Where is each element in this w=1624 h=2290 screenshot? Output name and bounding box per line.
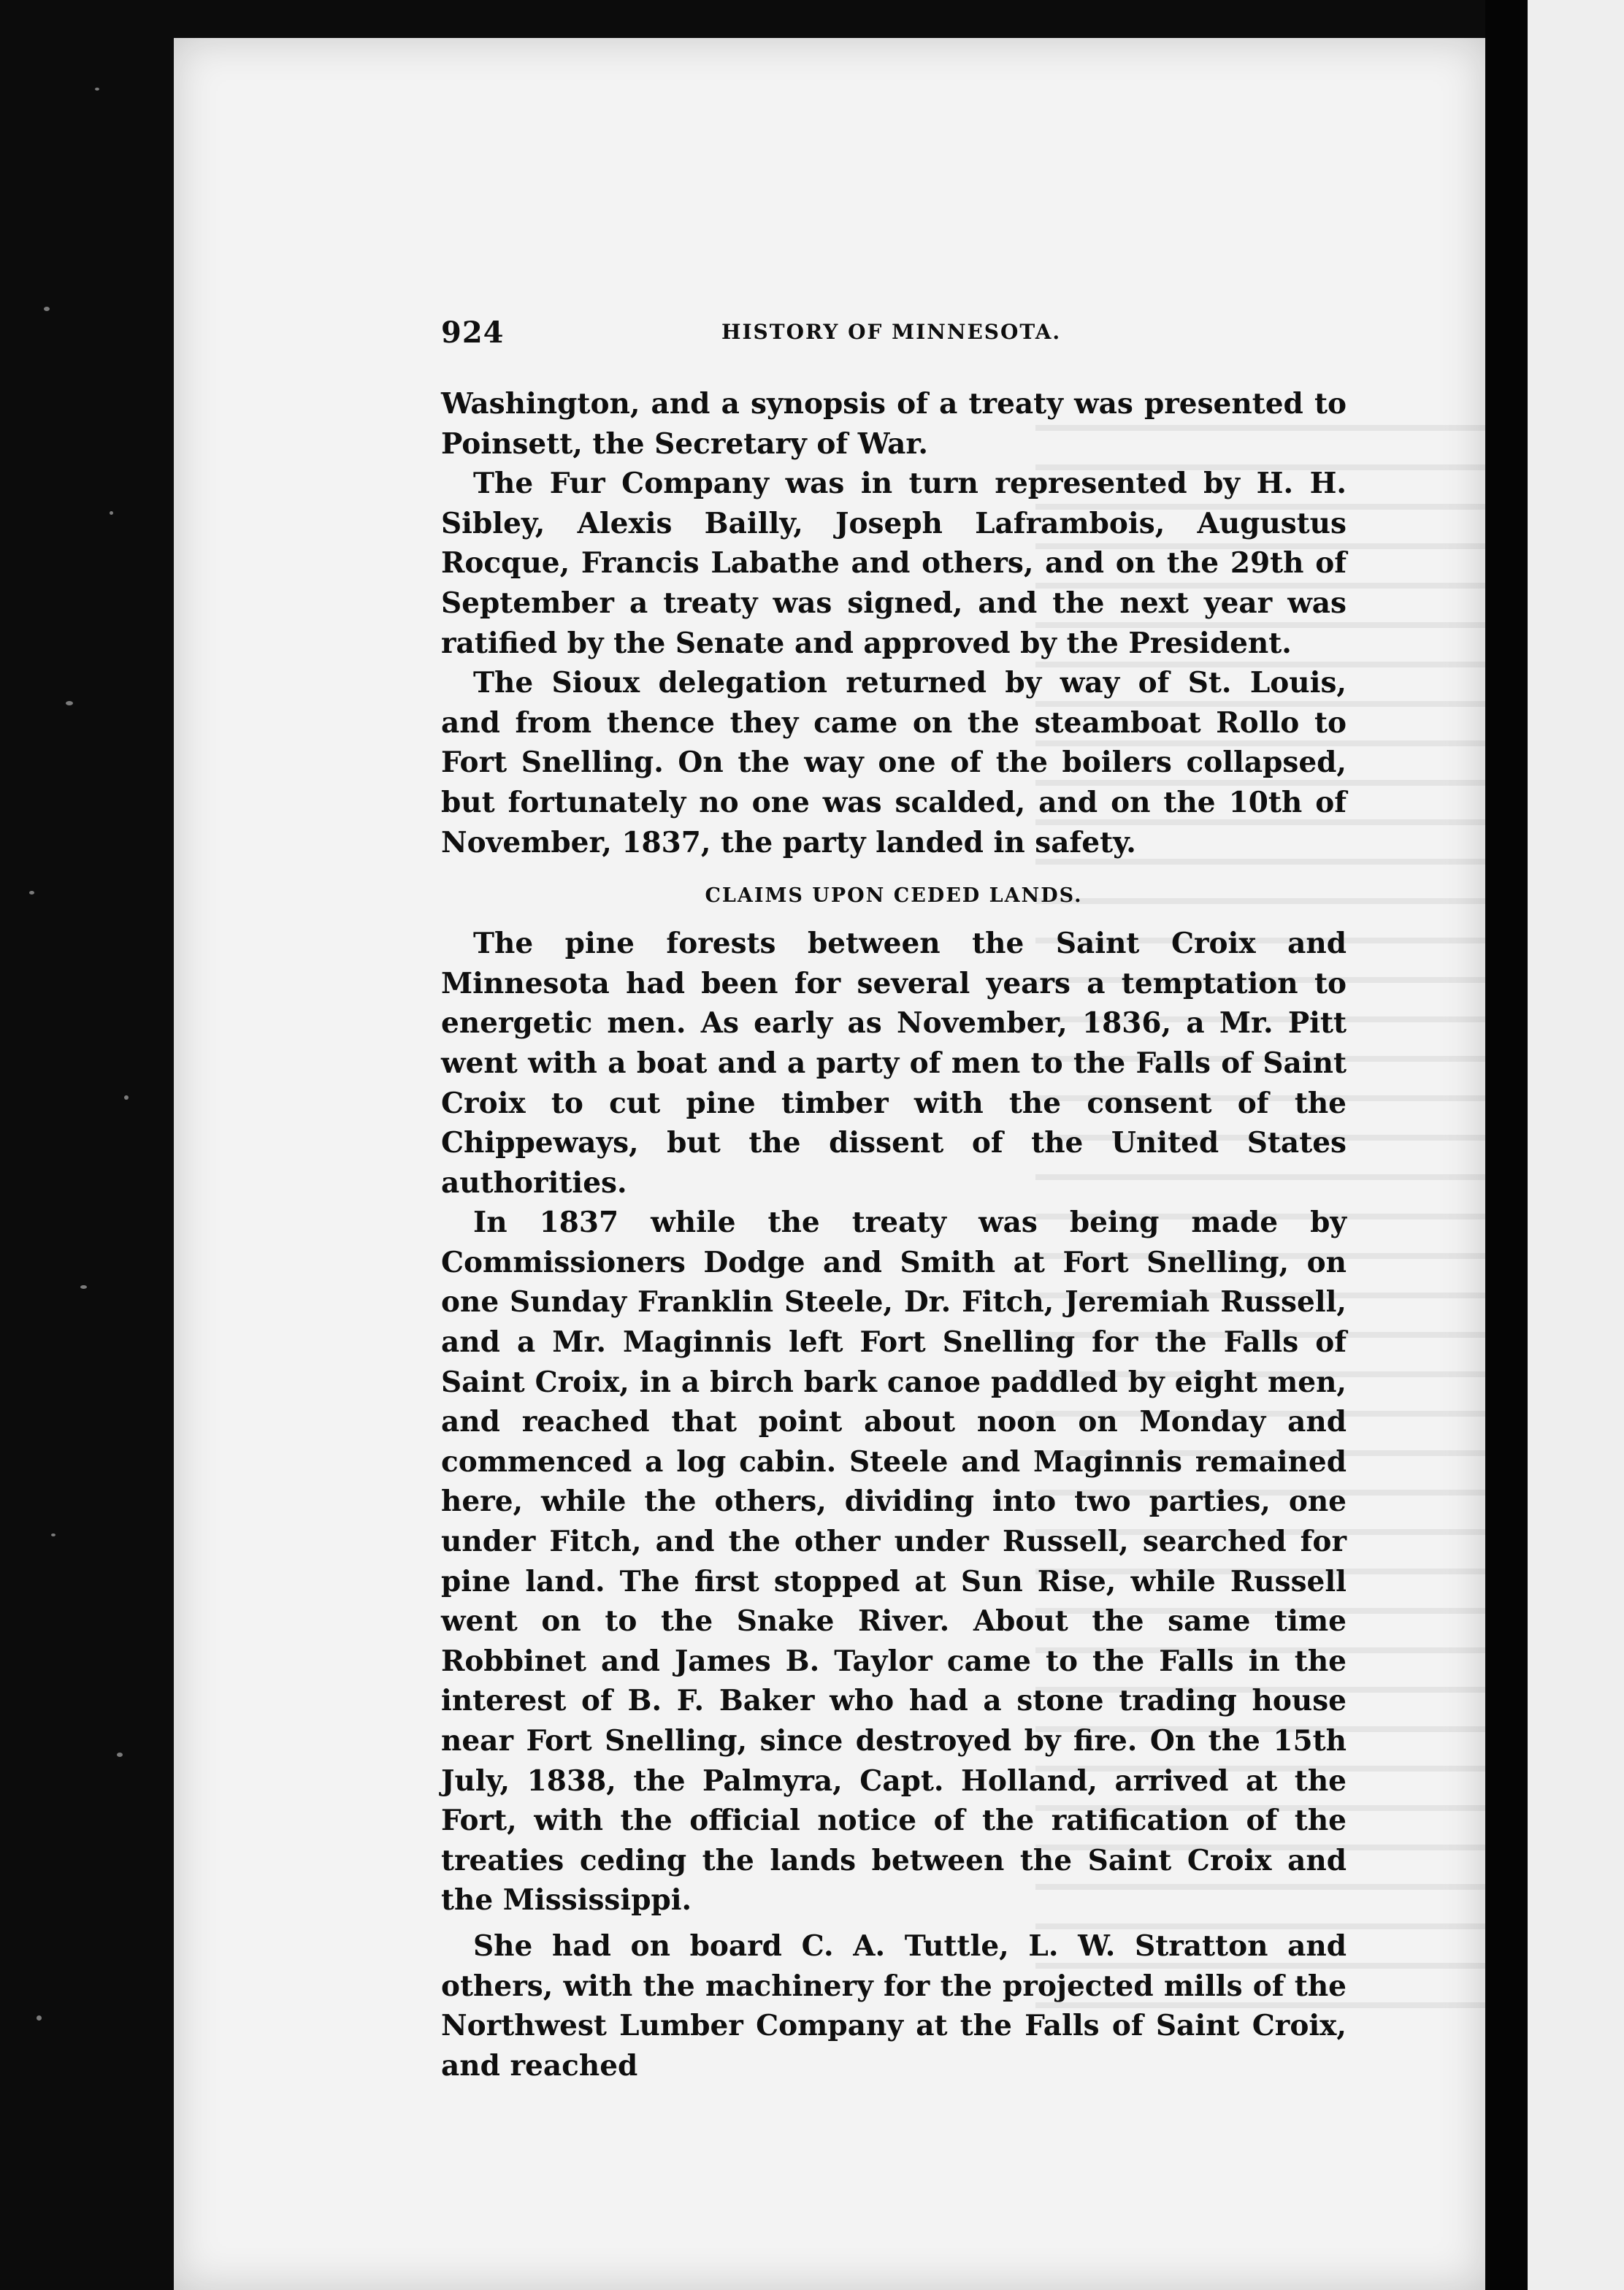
film-speck bbox=[80, 1285, 87, 1289]
film-speck bbox=[117, 1753, 123, 1757]
page-body bbox=[441, 384, 1347, 2086]
running-head: HISTORY OF MINNESOTA. bbox=[721, 320, 1062, 344]
paragraph: In 1837 while the treaty was being made by Commissioners Dodge and Smith at Fort Snelling, on one Sunday Franklin Steele, Dr. Fitch, Jeremiah Russell, and a Mr. Maginnis left Fort Snelling for the Falls of Saint Croix, in a birch bark canoe paddled by eight men, and reached that point about noon on Monday and commenced a log cabin. Steele and Maginnis remained here, while the others, dividing into two parties, one under Fitch, and the other under Russell, searched for pine land. The first stopped at Sun Rise, while Russell went on to the Snake River. About the same time Robbinet and James B. Taylor came to the Falls in the interest of B. F. Baker who had a stone trading house near Fort Snelling, since destroyed by fire. On the 15th July, 1838, the Palmyra, Capt. Holland, arrived at the Fort, with the official notice of the ratification of the treaties ceding the lands between the Saint Croix and the Mississippi. bbox=[441, 1206, 1347, 1918]
paragraph: The pine forests between the Saint Croix and Minnesota had been for several years a temptation to energetic men. As early as November, 1836, a Mr. Pitt went with a boat and a party of men to the Falls of Saint Croix to cut pine timber with the consent of the Chippeways, but the dissent of the United States authorities. bbox=[441, 927, 1347, 1200]
section-heading: CLAIMS UPON CEDED LANDS. bbox=[705, 884, 1083, 908]
page-gutter bbox=[1485, 0, 1528, 2290]
film-speck bbox=[95, 88, 99, 91]
film-speck bbox=[110, 511, 113, 515]
film-speck bbox=[29, 891, 34, 895]
film-speck bbox=[44, 307, 50, 311]
paragraph: The Fur Company was in turn represented by H. H. Sibley, Alexis Bailly, Joseph Laframbois, Augustus Rocque, Francis Labathe and others, and on the 29th of September a treaty was signed, and the next year was ratified by the Senate and approved by the President. bbox=[441, 467, 1347, 660]
film-speck bbox=[37, 2015, 42, 2021]
facing-page-edge bbox=[1528, 0, 1624, 2290]
film-speck bbox=[124, 1095, 129, 1100]
paragraph: The Sioux delegation returned by way of St. Louis, and from thence they came on the steamboat Rollo to Fort Snelling. On the way one of the boilers collapsed, but fortunately no one was scalded, and on the 10th of November, 1837, the party landed in safety. bbox=[441, 666, 1347, 859]
paragraph-continued: Washington, and a synopsis of a treaty was presented to Poinsett, the Secretary of War. bbox=[441, 387, 1347, 461]
page-header bbox=[441, 315, 1347, 359]
page-number: 924 bbox=[441, 315, 505, 350]
film-speck bbox=[66, 701, 73, 705]
paragraph: She had on board C. A. Tuttle, L. W. Stratton and others, with the machinery for the projected mills of the Northwest Lumber Company at the Falls of Saint Croix, and reached bbox=[441, 1929, 1347, 2083]
film-speck bbox=[51, 1533, 55, 1536]
